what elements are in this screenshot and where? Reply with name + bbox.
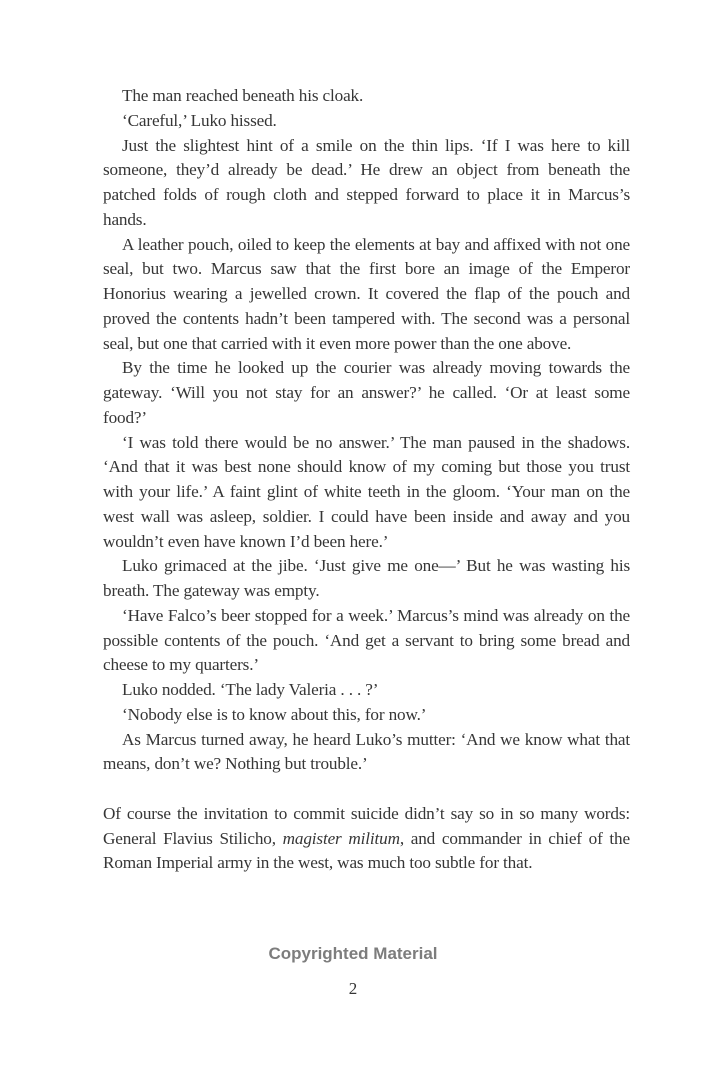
page-number: 2 xyxy=(348,979,358,998)
paragraph: As Marcus turned away, he heard Luko’s mutter: ‘And we know what that means, don’t we? Nothing but trouble.’ xyxy=(103,729,630,774)
paragraph: ‘Have Falco’s beer stopped for a week.’ Marcus’s mind was already on the possible contents of the pouch. ‘And get a servant to bring some bread and cheese to my quarters.’ xyxy=(103,605,630,675)
paragraph: ‘I was told there would be no answer.’ The man paused in the shadows. ‘And that it was best none should know of my coming but those you trust with your life.’ A faint glint of white teeth in the gloom. ‘Your man on the west wall was asleep, soldier. I could have been inside and away and you wouldn’t even have known I’d been here.’ xyxy=(103,432,630,551)
italic-term: magister militum xyxy=(282,828,400,848)
section-break xyxy=(103,777,630,802)
paragraph: By the time he looked up the courier was already moving towards the gateway. ‘Will you not stay for an answer?’ he called. ‘Or at least some food?’ xyxy=(103,358,630,427)
paragraph: ‘Careful,’ Luko hissed. xyxy=(122,110,277,130)
paragraph-text: Of course the invitation to commit suicide didn’t say so in so many words: General Flavius Stilicho, xyxy=(103,803,630,848)
section-opening-paragraph xyxy=(103,802,630,876)
paragraph: Luko nodded. ‘The lady Valeria . . . ?’ xyxy=(122,680,379,699)
copyright-watermark: Copyrighted Material xyxy=(268,944,438,963)
paragraph: Luko grimaced at the jibe. ‘Just give me one—’ But he was wasting his breath. The gateway was empty. xyxy=(103,556,630,600)
paragraph: The man reached beneath his cloak. xyxy=(122,86,364,105)
paragraph-text: , and commander in chief of the Roman Imperial army in the west, was much too subtle for that. xyxy=(103,828,630,873)
paragraph: Just the slightest hint of a smile on the thin lips. ‘If I was here to kill someone, they’d already be dead.’ He drew an object from beneath the patched folds of rough cloth and stepped forward to place it in Marcus’s hands. xyxy=(103,135,630,229)
book-page-body xyxy=(103,84,630,876)
paragraph: A leather pouch, oiled to keep the elements at bay and affixed with not one seal, but two. Marcus saw that the first bore an image of the Emperor Honorius wearing a jewelled crown. It covered the flap of the pouch and proved the contents hadn’t been tampered with. The second was a personal seal, but one that carried with it even more power than the one above. xyxy=(103,234,630,353)
paragraph: ‘Nobody else is to know about this, for now.’ xyxy=(122,704,427,724)
